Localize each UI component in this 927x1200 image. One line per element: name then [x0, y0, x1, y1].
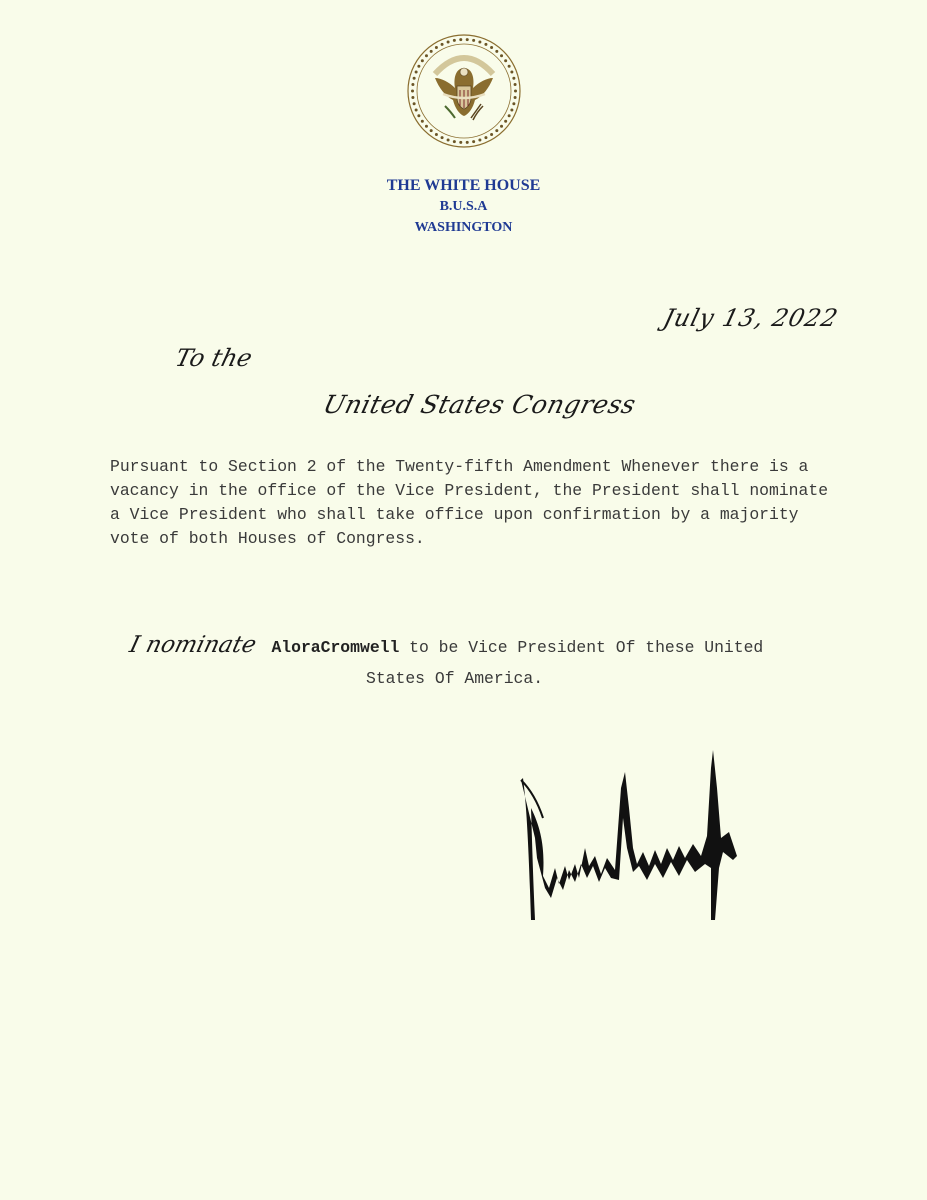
- nomination-lead: I nominate: [126, 632, 259, 658]
- nomination-text-1: to be Vice President Of these United: [409, 638, 764, 657]
- salutation: To the: [172, 344, 256, 372]
- seal-star: [441, 136, 444, 139]
- seal-star: [510, 108, 513, 111]
- seal-star: [411, 90, 414, 93]
- letterhead-title: THE WHITE HOUSE: [386, 177, 541, 194]
- seal-star: [411, 96, 414, 99]
- seal-star: [504, 59, 507, 62]
- seal-star: [459, 141, 462, 144]
- seal-star: [478, 41, 481, 44]
- nomination-text-2: States Of America.: [366, 669, 544, 688]
- seal-star: [421, 59, 424, 62]
- seal-star: [512, 77, 515, 80]
- seal-star: [508, 65, 511, 68]
- nominee-name: AloraCromwell: [271, 638, 400, 657]
- letterhead-line-2: WASHINGTON: [414, 220, 513, 235]
- seal-star: [484, 136, 487, 139]
- seal-star: [415, 71, 418, 74]
- seal-star: [425, 125, 428, 128]
- seal-star: [472, 39, 475, 42]
- seal-star: [472, 140, 475, 143]
- seal-star: [413, 77, 416, 80]
- seal-star: [430, 50, 433, 53]
- seal-star: [484, 43, 487, 46]
- seal-star: [478, 138, 481, 141]
- seal-star: [495, 50, 498, 53]
- seal-star: [421, 120, 424, 123]
- seal-star: [466, 141, 469, 144]
- seal-star: [413, 102, 416, 105]
- seal-star: [514, 96, 517, 99]
- seal-star: [453, 39, 456, 42]
- nomination-statement: [126, 630, 820, 694]
- seal-star: [514, 83, 517, 86]
- seal-star: [417, 114, 420, 117]
- seal-star: [435, 46, 438, 49]
- seal-star: [490, 46, 493, 49]
- seal-star: [425, 54, 428, 57]
- seal-star: [466, 38, 469, 41]
- letter-date: July 13, 2022: [660, 304, 842, 332]
- seal-star: [495, 129, 498, 132]
- seal-star: [441, 43, 444, 46]
- seal-star: [447, 138, 450, 141]
- letterhead-line-1: B.U.S.A: [439, 199, 488, 214]
- seal-star: [490, 133, 493, 136]
- seal-star: [435, 133, 438, 136]
- seal-star: [508, 114, 511, 117]
- seal-star: [453, 140, 456, 143]
- seal-star: [411, 83, 414, 86]
- letter-body: Pursuant to Section 2 of the Twenty-fifth Amendment Whenever there is a vacancy in the office of the Vice President, the President shall nominate a Vice President who shall take office upon confirmation by a majority vote of both Houses of Congress.: [110, 457, 829, 548]
- seal-star: [430, 129, 433, 132]
- seal-star: [510, 71, 513, 74]
- handwritten-signature-icon: [515, 748, 740, 926]
- seal-star: [417, 65, 420, 68]
- seal-star: [459, 38, 462, 41]
- letterhead: [0, 176, 927, 238]
- seal-star: [512, 102, 515, 105]
- seal-star: [514, 90, 517, 93]
- seal-star: [500, 54, 503, 57]
- presidential-seal-icon: [405, 32, 523, 150]
- seal-star: [447, 41, 450, 44]
- recipient: United States Congress: [320, 390, 639, 419]
- seal-star: [500, 125, 503, 128]
- seal-star: [415, 108, 418, 111]
- seal-star: [504, 120, 507, 123]
